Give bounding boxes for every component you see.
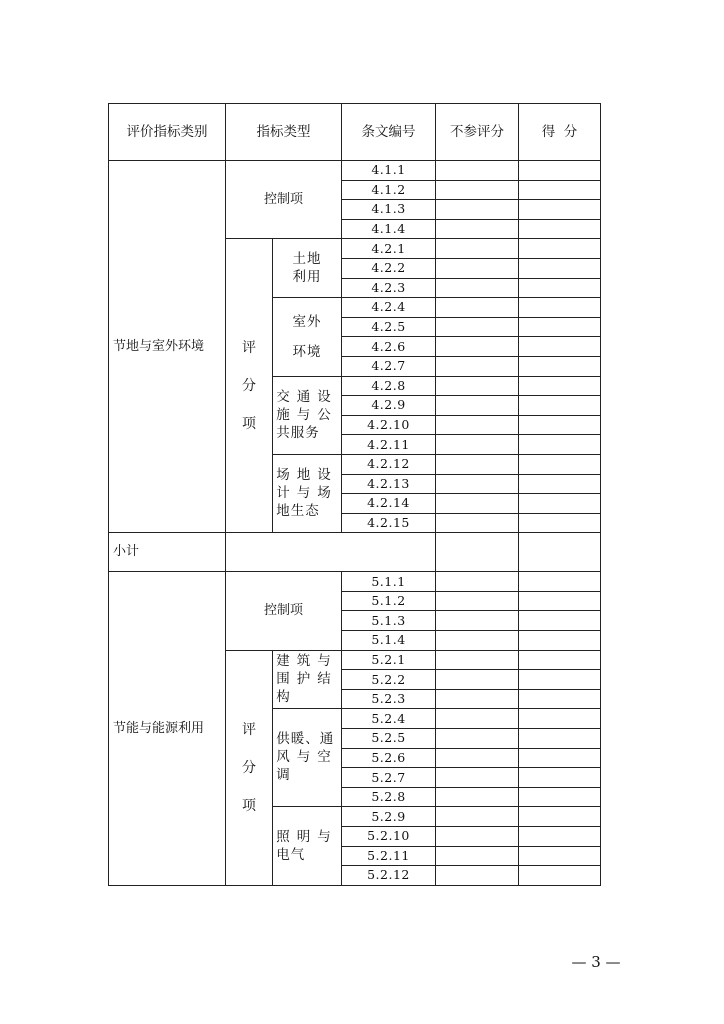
- not-applicable-cell[interactable]: [436, 435, 519, 455]
- score-cell[interactable]: [519, 827, 601, 847]
- not-applicable-cell[interactable]: [436, 474, 519, 494]
- not-applicable-cell[interactable]: [436, 729, 519, 749]
- clause-number: 4.2.3: [342, 278, 436, 298]
- group-outdoor: [273, 298, 342, 376]
- not-applicable-cell[interactable]: [436, 180, 519, 200]
- scored-char: 评: [242, 339, 256, 356]
- category-land-outdoor: 节地与室外环境: [109, 161, 226, 533]
- score-cell[interactable]: [519, 729, 601, 749]
- clause-number: 4.2.9: [342, 396, 436, 416]
- clause-number: 4.2.15: [342, 513, 436, 533]
- group-line: 照明与: [276, 828, 338, 845]
- score-cell[interactable]: [519, 239, 601, 259]
- score-cell[interactable]: [519, 219, 601, 239]
- clause-number: 4.1.3: [342, 200, 436, 220]
- group-line: 土地: [292, 250, 322, 267]
- header-not-applicable: 不参评分: [436, 104, 519, 161]
- score-cell[interactable]: [519, 415, 601, 435]
- control-items-label: 控制项: [226, 572, 342, 650]
- clause-number: 5.2.1: [342, 650, 436, 670]
- group-line: 场地设: [276, 467, 338, 484]
- clause-number: 4.2.14: [342, 494, 436, 514]
- subtotal-row: [109, 533, 601, 572]
- category-energy: 节能与能源利用: [109, 572, 226, 886]
- score-cell[interactable]: [519, 435, 601, 455]
- score-cell[interactable]: [519, 278, 601, 298]
- table-row: [109, 572, 601, 592]
- not-applicable-cell[interactable]: [436, 631, 519, 651]
- clause-number: 4.2.12: [342, 454, 436, 474]
- control-items-label: 控制项: [226, 161, 342, 239]
- score-cell[interactable]: [519, 866, 601, 886]
- clause-number: 4.2.2: [342, 258, 436, 278]
- score-cell[interactable]: [519, 689, 601, 709]
- not-applicable-cell[interactable]: [436, 827, 519, 847]
- group-line: 建筑与: [276, 653, 338, 670]
- score-cell[interactable]: [519, 650, 601, 670]
- page-number: — 3 —: [571, 953, 621, 971]
- not-applicable-cell[interactable]: [436, 356, 519, 376]
- clause-number: 4.2.13: [342, 474, 436, 494]
- subtotal-score-cell[interactable]: [519, 533, 601, 572]
- not-applicable-cell[interactable]: [436, 376, 519, 396]
- score-cell[interactable]: [519, 846, 601, 866]
- header-row: [109, 104, 601, 161]
- clause-number: 5.2.10: [342, 827, 436, 847]
- not-applicable-cell[interactable]: [436, 768, 519, 788]
- score-cell[interactable]: [519, 376, 601, 396]
- group-line: 地生态: [276, 503, 320, 520]
- not-applicable-cell[interactable]: [436, 748, 519, 768]
- group-site: [273, 454, 342, 532]
- clause-number: 5.2.11: [342, 846, 436, 866]
- not-applicable-cell[interactable]: [436, 787, 519, 807]
- score-cell[interactable]: [519, 572, 601, 592]
- score-cell[interactable]: [519, 513, 601, 533]
- scored-char: 项: [242, 415, 256, 432]
- not-applicable-cell[interactable]: [436, 689, 519, 709]
- clause-number: 4.2.4: [342, 298, 436, 318]
- group-line: 构: [276, 689, 297, 706]
- not-applicable-cell[interactable]: [436, 415, 519, 435]
- score-cell[interactable]: [519, 474, 601, 494]
- not-applicable-cell[interactable]: [436, 866, 519, 886]
- clause-number: 4.1.4: [342, 219, 436, 239]
- score-cell[interactable]: [519, 161, 601, 181]
- group-line: 施与公: [276, 406, 338, 423]
- scored-char: 分: [242, 377, 256, 394]
- subtotal-not-applicable-cell[interactable]: [436, 533, 519, 572]
- clause-number: 5.1.1: [342, 572, 436, 592]
- group-hvac: [273, 709, 342, 807]
- clause-number: 4.2.7: [342, 356, 436, 376]
- not-applicable-cell[interactable]: [436, 611, 519, 631]
- scored-char: 评: [242, 721, 256, 738]
- score-cell[interactable]: [519, 807, 601, 827]
- group-line: 调: [276, 767, 297, 784]
- not-applicable-cell[interactable]: [436, 494, 519, 514]
- table-row: [109, 161, 601, 181]
- scored-items-label: [226, 239, 273, 533]
- clause-number: 5.2.5: [342, 729, 436, 749]
- scored-char: 分: [242, 759, 256, 776]
- score-cell[interactable]: [519, 748, 601, 768]
- scored-items-label: [226, 650, 273, 885]
- clause-number: 4.2.10: [342, 415, 436, 435]
- not-applicable-cell[interactable]: [436, 591, 519, 611]
- not-applicable-cell[interactable]: [436, 239, 519, 259]
- scored-char: 项: [242, 797, 256, 814]
- clause-number: 5.1.4: [342, 631, 436, 651]
- score-cell[interactable]: [519, 768, 601, 788]
- not-applicable-cell[interactable]: [436, 572, 519, 592]
- score-cell[interactable]: [519, 591, 601, 611]
- header-score: 得 分: [519, 104, 601, 161]
- clause-number: 5.1.3: [342, 611, 436, 631]
- clause-number: 4.2.5: [342, 317, 436, 337]
- not-applicable-cell[interactable]: [436, 200, 519, 220]
- group-line: 风与空: [276, 749, 338, 766]
- clause-number: 5.2.9: [342, 807, 436, 827]
- clause-number: 5.2.8: [342, 787, 436, 807]
- group-land-use: [273, 239, 342, 298]
- clause-number: 5.2.4: [342, 709, 436, 729]
- score-cell[interactable]: [519, 396, 601, 416]
- group-transport: [273, 376, 342, 454]
- group-line: 环境: [292, 343, 322, 360]
- header-category: 评价指标类别: [109, 104, 226, 161]
- not-applicable-cell[interactable]: [436, 396, 519, 416]
- score-cell[interactable]: [519, 709, 601, 729]
- score-cell[interactable]: [519, 258, 601, 278]
- score-cell[interactable]: [519, 631, 601, 651]
- score-cell[interactable]: [519, 180, 601, 200]
- clause-number: 4.1.1: [342, 161, 436, 181]
- not-applicable-cell[interactable]: [436, 650, 519, 670]
- score-cell[interactable]: [519, 200, 601, 220]
- not-applicable-cell[interactable]: [436, 513, 519, 533]
- evaluation-table: [108, 103, 601, 886]
- subtotal-label: 小计: [109, 533, 226, 572]
- group-line: 计与场: [276, 485, 338, 502]
- score-cell[interactable]: [519, 787, 601, 807]
- group-line: 共服务: [276, 424, 320, 441]
- score-cell[interactable]: [519, 356, 601, 376]
- group-envelope: [273, 650, 342, 709]
- clause-number: 4.1.2: [342, 180, 436, 200]
- group-line: 利用: [292, 268, 322, 285]
- score-cell[interactable]: [519, 298, 601, 318]
- subtotal-merged-cell: [226, 533, 436, 572]
- score-cell[interactable]: [519, 494, 601, 514]
- clause-number: 4.2.8: [342, 376, 436, 396]
- not-applicable-cell[interactable]: [436, 709, 519, 729]
- group-lighting: [273, 807, 342, 885]
- clause-number: 5.2.3: [342, 689, 436, 709]
- clause-number: 4.2.11: [342, 435, 436, 455]
- group-line: 围护结: [276, 671, 338, 688]
- clause-number: 5.2.12: [342, 866, 436, 886]
- not-applicable-cell[interactable]: [436, 278, 519, 298]
- group-line: 供暖、通: [276, 731, 335, 748]
- not-applicable-cell[interactable]: [436, 317, 519, 337]
- clause-number: 5.2.7: [342, 768, 436, 788]
- not-applicable-cell[interactable]: [436, 846, 519, 866]
- not-applicable-cell[interactable]: [436, 670, 519, 690]
- score-cell[interactable]: [519, 454, 601, 474]
- header-clause-no: 条文编号: [342, 104, 436, 161]
- not-applicable-cell[interactable]: [436, 807, 519, 827]
- group-line: 电气: [276, 846, 306, 863]
- not-applicable-cell[interactable]: [436, 337, 519, 357]
- score-cell[interactable]: [519, 670, 601, 690]
- score-cell[interactable]: [519, 317, 601, 337]
- clause-number: 5.2.2: [342, 670, 436, 690]
- clause-number: 5.2.6: [342, 748, 436, 768]
- not-applicable-cell[interactable]: [436, 298, 519, 318]
- header-indicator-type: 指标类型: [226, 104, 342, 161]
- group-line: 室外: [292, 313, 322, 330]
- not-applicable-cell[interactable]: [436, 161, 519, 181]
- not-applicable-cell[interactable]: [436, 454, 519, 474]
- clause-number: 4.2.6: [342, 337, 436, 357]
- not-applicable-cell[interactable]: [436, 219, 519, 239]
- not-applicable-cell[interactable]: [436, 258, 519, 278]
- group-line: 交通设: [276, 388, 338, 405]
- clause-number: 4.2.1: [342, 239, 436, 259]
- clause-number: 5.1.2: [342, 591, 436, 611]
- score-cell[interactable]: [519, 337, 601, 357]
- score-cell[interactable]: [519, 611, 601, 631]
